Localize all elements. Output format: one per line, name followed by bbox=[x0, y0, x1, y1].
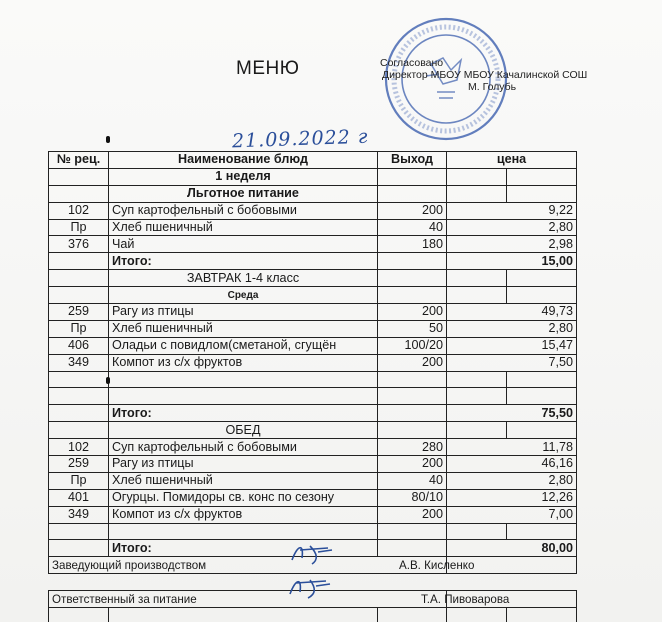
total-label: Итого: bbox=[109, 405, 378, 422]
dish-output: 200 bbox=[378, 304, 447, 321]
dish-name: Оладьи с повидлом(сметаной, сгущён bbox=[109, 337, 378, 354]
dish-output: 100/20 bbox=[378, 337, 447, 354]
approval-line: Согласовано bbox=[380, 57, 444, 69]
menu-title: МЕНЮ bbox=[236, 58, 300, 79]
recipe-code: Пр bbox=[49, 219, 109, 236]
column-header: № рец. bbox=[49, 152, 109, 169]
table-row bbox=[49, 472, 577, 489]
dish-name: Компот из с/х фруктов bbox=[109, 506, 378, 523]
dish-price: 46,16 bbox=[447, 456, 577, 473]
recipe-code: 102 bbox=[49, 439, 109, 456]
dish-price: 12,26 bbox=[447, 489, 577, 506]
dish-name: Хлеб пшеничный bbox=[109, 219, 378, 236]
dish-output: 200 bbox=[378, 506, 447, 523]
recipe-code: 349 bbox=[49, 354, 109, 371]
dish-name: Суп картофельный с бобовыми bbox=[109, 439, 378, 456]
section-row bbox=[49, 270, 577, 287]
day-label: Среда bbox=[109, 287, 378, 304]
total-label: Итого: bbox=[109, 540, 378, 557]
dish-price: 49,73 bbox=[447, 304, 577, 321]
table-row bbox=[49, 354, 577, 371]
total-row bbox=[49, 253, 577, 270]
dish-name: Рагу из птицы bbox=[109, 304, 378, 321]
dish-name: Хлеб пшеничный bbox=[109, 320, 378, 337]
total-label: Итого: bbox=[109, 253, 378, 270]
table-row bbox=[49, 506, 577, 523]
week-label: 1 неделя bbox=[109, 168, 378, 185]
recipe-code: 259 bbox=[49, 456, 109, 473]
dish-name: Компот из с/х фруктов bbox=[109, 354, 378, 371]
dish-price: 9,22 bbox=[447, 202, 577, 219]
empty-row bbox=[49, 523, 577, 540]
recipe-code: Пр bbox=[49, 320, 109, 337]
dish-output: 40 bbox=[378, 219, 447, 236]
approval-line: М. Голубь bbox=[468, 81, 517, 93]
recipe-code: 401 bbox=[49, 489, 109, 506]
table-row bbox=[49, 320, 577, 337]
dish-name: Хлеб пшеничный bbox=[109, 472, 378, 489]
dish-price: 2,80 bbox=[447, 219, 577, 236]
approval-block bbox=[380, 57, 587, 93]
dish-output: 50 bbox=[378, 320, 447, 337]
signature-role: Заведующий производством bbox=[49, 557, 447, 574]
recipe-code: Пр bbox=[49, 472, 109, 489]
section-label: Льготное питание bbox=[109, 185, 378, 202]
total-value: 75,50 bbox=[447, 405, 577, 422]
dish-output: 80/10 bbox=[378, 489, 447, 506]
section-label: ЗАВТРАК 1-4 класс bbox=[109, 270, 378, 287]
signature-name: Т.А. Пивоварова bbox=[421, 591, 551, 608]
approval-line: Директор МБОУ МБОУ Качалинской СОШ bbox=[382, 69, 588, 81]
recipe-code: 102 bbox=[49, 202, 109, 219]
table-row bbox=[49, 236, 577, 253]
table-row bbox=[49, 219, 577, 236]
dish-output: 280 bbox=[378, 439, 447, 456]
dish-price: 2,80 bbox=[447, 472, 577, 489]
table-row bbox=[49, 489, 577, 506]
recipe-code: 259 bbox=[49, 304, 109, 321]
section-row bbox=[49, 422, 577, 439]
recipe-code: 349 bbox=[49, 506, 109, 523]
table-header-row bbox=[49, 152, 577, 169]
section-label: ОБЕД bbox=[109, 422, 378, 439]
table-row bbox=[49, 337, 577, 354]
table-row bbox=[49, 456, 577, 473]
column-header: цена bbox=[447, 152, 577, 169]
dish-price: 7,00 bbox=[447, 506, 577, 523]
empty-row bbox=[49, 608, 577, 622]
recipe-code: 376 bbox=[49, 236, 109, 253]
signature-scribble-icon bbox=[288, 540, 336, 566]
dish-output: 200 bbox=[378, 202, 447, 219]
dish-output: 40 bbox=[378, 472, 447, 489]
dish-output: 200 bbox=[378, 354, 447, 371]
ink-dot bbox=[106, 136, 110, 143]
dish-name: Огурцы. Помидоры св. конс по сезону bbox=[109, 489, 378, 506]
dish-price: 2,98 bbox=[447, 236, 577, 253]
dish-name: Рагу из птицы bbox=[109, 456, 378, 473]
ink-dot bbox=[106, 377, 110, 384]
dish-output: 200 bbox=[378, 456, 447, 473]
dish-price: 7,50 bbox=[447, 354, 577, 371]
dish-output: 180 bbox=[378, 236, 447, 253]
recipe-code: 406 bbox=[49, 337, 109, 354]
total-row bbox=[49, 405, 577, 422]
day-row bbox=[49, 287, 577, 304]
column-header: Наименование блюд bbox=[109, 152, 378, 169]
dish-name: Суп картофельный с бобовыми bbox=[109, 202, 378, 219]
column-header: Выход bbox=[378, 152, 447, 169]
dish-price: 2,80 bbox=[447, 320, 577, 337]
signature-scribble-icon bbox=[286, 574, 334, 600]
handwritten-date: 21.09.2022 г bbox=[231, 125, 369, 153]
table-row bbox=[49, 304, 577, 321]
dish-name: Чай bbox=[109, 236, 378, 253]
signature-role: Ответственный за питание bbox=[49, 591, 447, 608]
total-value: 80,00 bbox=[447, 540, 577, 557]
section-row bbox=[49, 185, 577, 202]
empty-row bbox=[49, 388, 577, 405]
total-value: 15,00 bbox=[447, 253, 577, 270]
dish-price: 15,47 bbox=[447, 337, 577, 354]
empty-row bbox=[49, 371, 577, 388]
week-row bbox=[49, 168, 577, 185]
dish-price: 11,78 bbox=[447, 439, 577, 456]
signature-name: А.В. Кисленко bbox=[399, 557, 529, 574]
table-row bbox=[49, 202, 577, 219]
table-row bbox=[49, 439, 577, 456]
